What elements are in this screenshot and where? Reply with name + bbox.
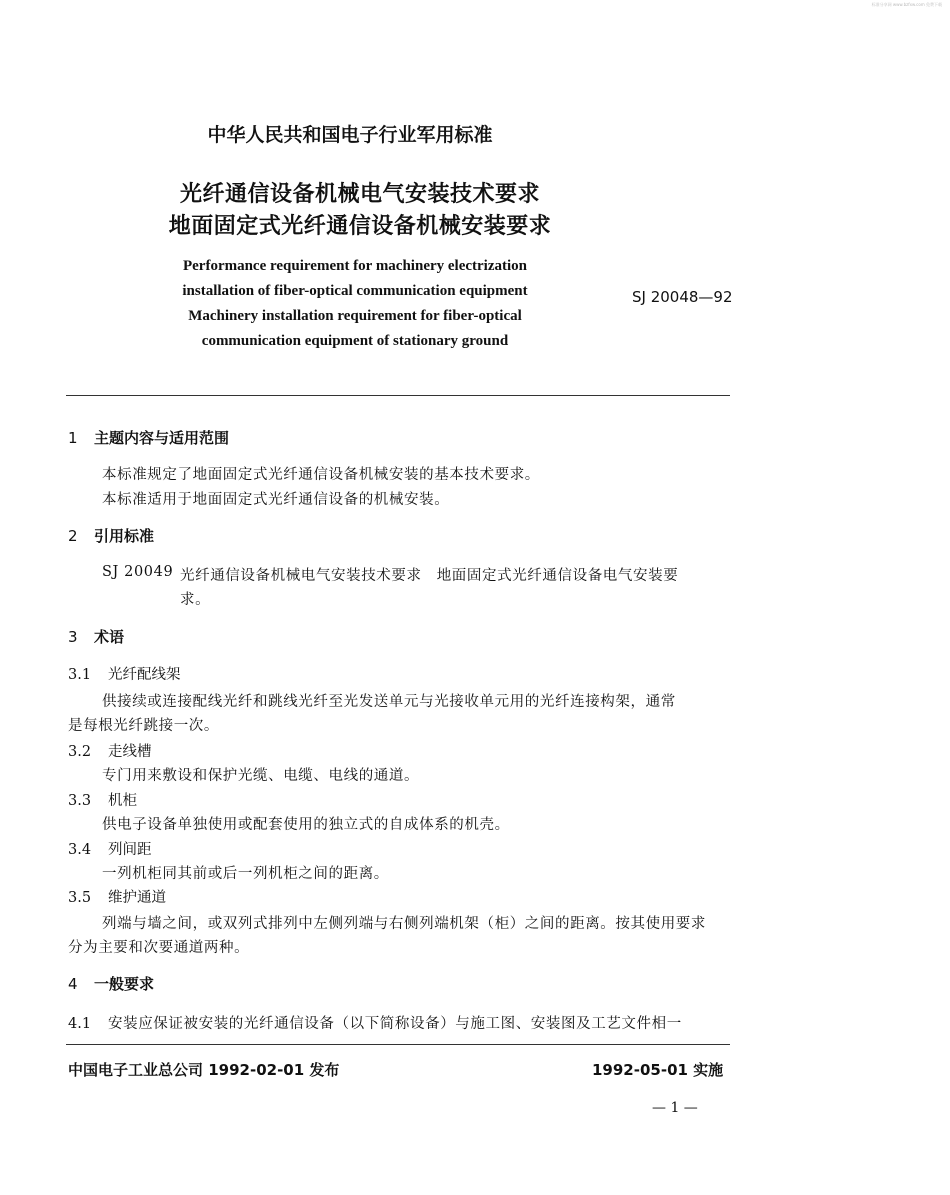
title-cn-line2: 地面固定式光纤通信设备机械安装要求	[168, 214, 552, 239]
ref-standard-code: SJ 20049	[102, 564, 174, 580]
term-name: 维护通道	[108, 890, 166, 906]
title-en-line3: Machinery installation requirement for fiber-optical	[188, 308, 522, 324]
section-3-heading	[68, 626, 124, 647]
term-name: 列间距	[108, 842, 152, 858]
section-1-para-1: 本标准规定了地面固定式光纤通信设备机械安装的基本技术要求。	[102, 467, 540, 483]
title-cn-line1: 光纤通信设备机械电气安装技术要求	[179, 182, 540, 207]
title-en-line2: installation of fiber-optical communication equipment	[182, 283, 528, 299]
section-title: 引用标准	[94, 527, 155, 545]
section-number: 2	[68, 527, 78, 545]
term-name: 走线槽	[108, 744, 152, 760]
item-number: 4.1	[68, 1016, 92, 1032]
term-3-2-def-1: 专门用来敷设和保护光缆、电缆、电线的通道。	[102, 768, 420, 784]
section-number: 4	[68, 975, 78, 993]
section-title: 术语	[94, 628, 125, 646]
term-3-5-def-2: 分为主要和次要通道两种。	[68, 940, 250, 956]
section-1-heading	[68, 427, 229, 448]
term-number: 3.2	[68, 744, 92, 760]
page-number: — 1 —	[652, 1100, 698, 1116]
term-3-4	[68, 838, 152, 859]
title-en-line4: communication equipment of stationary ground	[201, 333, 509, 349]
header-divider	[66, 395, 730, 396]
term-3-5	[68, 886, 166, 907]
section-1-para-2: 本标准适用于地面固定式光纤通信设备的机械安装。	[102, 492, 450, 508]
term-3-5-def-1: 列端与墙之间，或双列式排列中左侧列端与右侧列端机架（柜）之间的距离。按其使用要求	[102, 916, 706, 932]
term-number: 3.4	[68, 842, 92, 858]
effective-info: 1992-05-01 实施	[592, 1061, 724, 1079]
term-name: 光纤配线架	[108, 667, 181, 683]
watermark: 标准分享网 www.bzfxw.com 免费下载	[871, 2, 942, 7]
issued-info: 中国电子工业总公司 1992-02-01 发布	[68, 1061, 340, 1079]
term-number: 3.1	[68, 667, 92, 683]
ref-standard-text-1: 光纤通信设备机械电气安装技术要求 地面固定式光纤通信设备电气安装要	[180, 568, 679, 584]
term-number: 3.3	[68, 793, 92, 809]
org-title: 中华人民共和国电子行业军用标准	[207, 124, 493, 146]
title-en-line1: Performance requirement for machinery electrization	[182, 258, 528, 274]
section-4-heading	[68, 973, 154, 994]
standard-code: SJ 20048—92	[632, 288, 733, 306]
term-number: 3.5	[68, 890, 92, 906]
term-3-4-def-1: 一列机柜同其前或后一列机柜之间的距离。	[102, 866, 389, 882]
section-2-heading	[68, 525, 154, 546]
item-4-1	[68, 1012, 682, 1033]
term-3-2	[68, 740, 152, 761]
term-name: 机柜	[108, 793, 137, 809]
ref-standard-text-2: 求。	[180, 592, 211, 608]
section-title: 主题内容与适用范围	[94, 429, 230, 447]
item-text: 安装应保证被安装的光纤通信设备（以下简称设备）与施工图、安装图及工艺文件相一	[108, 1016, 682, 1032]
term-3-1-def-2: 是每根光纤跳接一次。	[68, 718, 219, 734]
section-number: 1	[68, 429, 78, 447]
term-3-1-def-1: 供接续或连接配线光纤和跳线光纤至光发送单元与光接收单元用的光纤连接构架，通常	[102, 694, 676, 710]
section-title: 一般要求	[94, 975, 155, 993]
term-3-1	[68, 663, 181, 684]
section-number: 3	[68, 628, 78, 646]
footer-divider	[66, 1044, 730, 1045]
term-3-3	[68, 789, 137, 810]
term-3-3-def-1: 供电子设备单独使用或配套使用的独立式的自成体系的机壳。	[102, 817, 510, 833]
